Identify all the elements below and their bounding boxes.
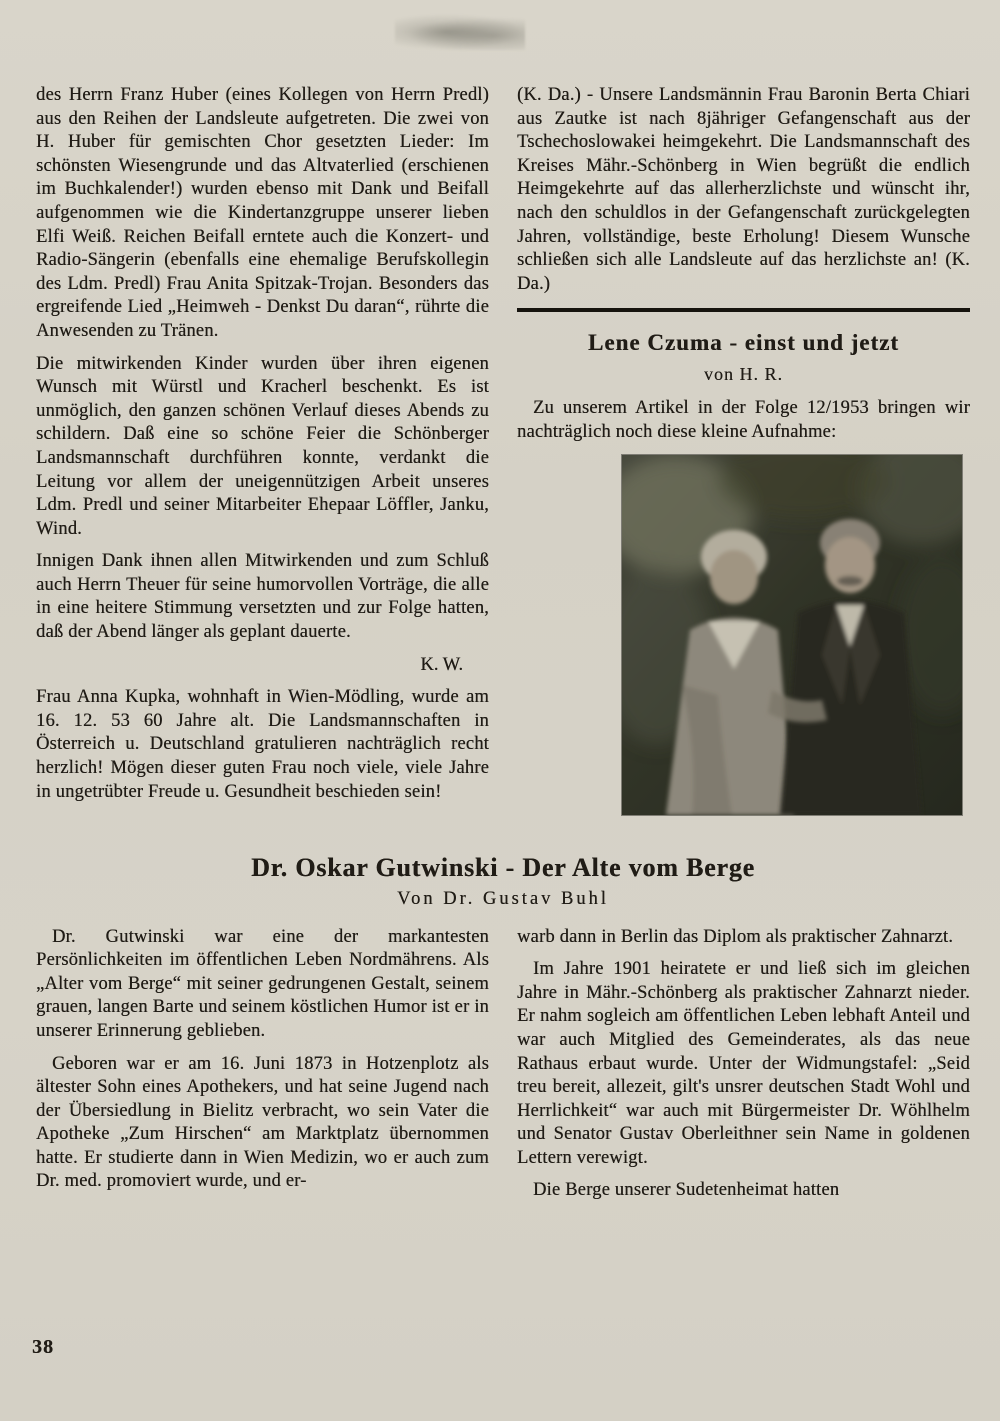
right-column — [517, 84, 970, 815]
signature-kw: K. W. — [420, 654, 463, 675]
article-title-lene-czuma: Lene Czuma - einst und jetzt — [588, 330, 899, 356]
photo-lene-czuma-couple — [622, 455, 962, 815]
top-section — [36, 84, 970, 815]
article-byline-hr: von H. R. — [703, 364, 783, 385]
paragraph-gutwinski-zahnarzt: warb dann in Berlin das Diplom als praktischer Zahnarzt. — [517, 926, 954, 947]
paragraph-huber-lieder: des Herrn Franz Huber (eines Kollegen von Herrn Predl) aus den Reihen der Landsleute aufgetreten. Die zwei von H. Huber für gemischten Chor gesetzten Lieder: Im schönsten Wiesengrunde und das Altvaterlied (erschienen im Buchkalender!) wurden ebenso mit Dank und Beifall aufgenommen wie die Kindertanzgruppe unserer lieben Elfi Weiß. Reichen Beifall erntete auch die Konzert- und Radio-Sängerin (ebenfalls eine ehemalige Berufskollegin des Ldm. Predl) Frau Anita Spitzak-Trojan. Besonders das ergreifende Lied „Heimweh - Denkst Du daran“, rührte die Anwesenden zu Tränen. — [36, 85, 489, 341]
article-title-gutwinski: Dr. Oskar Gutwinski - Der Alte vom Berge — [251, 852, 755, 882]
paragraph-berta-chiari: (K. Da.) - Unsere Landsmännin Frau Baronin Berta Chiari aus Zautke ist nach 8jähriger Gefangenschaft aus der Tschechoslowakei heimgekehrt. Die Landsmannschaft des Kreises Mähr.-Schönberg in Wien begrüßt die endlich Heimgekehrte auf das allerherzlichste und wünscht ihr, nach den schuldlos in der Gefangenschaft zurückgelegten Jahren, vollständige, beste Erholung! Diesem Wunsche schließen sich alle Landsleute auf das herzlichste an! (K. Da.) — [517, 85, 970, 294]
paragraph-czuma-intro: Zu unserem Artikel in der Folge 12/1953 bringen wir nachträglich noch diese kleine Aufnahme: — [517, 398, 970, 442]
bottom-left-column — [36, 926, 489, 1213]
paragraph-kinder: Die mitwirkenden Kinder wurden über ihren eigenen Wunsch mit Würstl und Kracherl beschenkt. Es ist unmöglich, den ganzen schönen Verlauf dieses Abends zu schildern. Daß eine so schöne Feier die Schönberger Landsmannschaft durchführen konnte, verdankt die Leitung vor allem der uneigennützigen Arbeit unseres Ldm. Predl und seiner Mitarbeiter Ehepaar Löffler, Janku, Wind. — [36, 353, 489, 539]
article-byline-buhl: Von Dr. Gustav Buhl — [397, 888, 609, 909]
paragraph-gutwinski-1901: Im Jahre 1901 heiratete er und ließ sich im gleichen Jahre in Mähr.-Schönberg als praktischer Zahnarzt nieder. Er nahm sogleich am öffentlichen Leben lebhaft Anteil und war auch Mitglied des Gemeinderates, als das neue Rathaus erbaut wurde. Unter der Widmungstafel: „Seid treu bereit, allezeit, gilt's unsrer deutschen Stadt Wohl und Herrlichkeit“ war auch mit Bürgermeister Dr. Wöhlhelm und Senator Gustav Oberleithner sein Name in goldenen Lettern verewigt. — [517, 959, 970, 1168]
page-number: 38 — [32, 1336, 54, 1358]
scan-artifact — [395, 14, 525, 50]
paragraph-dank: Innigen Dank ihnen allen Mitwirkenden und zum Schluß auch Herrn Theuer für seine humorvollen Vorträge, die alle in eine heitere Stimmung versetzten und zur Folge hatten, daß der Abend länger als geplant dauerte. — [36, 551, 489, 643]
bottom-article — [36, 853, 970, 1213]
paragraph-gutwinski-geboren: Geboren war er am 16. Juni 1873 in Hotzenplotz als ältester Sohn eines Apothekers, und hat seine Jugend nach der Übersiedlung in Bielitz verbracht, wo sein Vater die Apotheke „Zum Hirschen“ am Marktplatz übernommen hatte. Er studierte dann in Wien Medizin, wo er auch zum Dr. med. promoviert wurde, und er- — [36, 1053, 489, 1192]
bottom-columns — [36, 926, 970, 1213]
left-column — [36, 84, 489, 815]
paragraph-gutwinski-intro: Dr. Gutwinski war eine der markantesten Persönlichkeiten im öffentlichen Leben Nordmährens. Als „Alter vom Berge“ mit seiner gedrungenen Gestalt, seinem grauen, langen Barte und seinem köstlichen Humor ist er in unserer Erinnerung geblieben. — [36, 926, 489, 1041]
bottom-right-column — [517, 926, 970, 1213]
paragraph-anna-kupka: Frau Anna Kupka, wohnhaft in Wien-Mödling, wurde am 16. 12. 53 60 Jahre alt. Die Landsmannschaften in Österreich u. Deutschland gratulieren nachträglich recht herzlich! Mögen dieser guten Frau noch viele, viele Jahre in ungetrübter Freude u. Gesundheit beschieden sein! — [36, 687, 489, 802]
section-divider-rule — [517, 308, 970, 312]
paragraph-gutwinski-berge: Die Berge unserer Sudetenheimat hatten — [533, 1180, 840, 1201]
